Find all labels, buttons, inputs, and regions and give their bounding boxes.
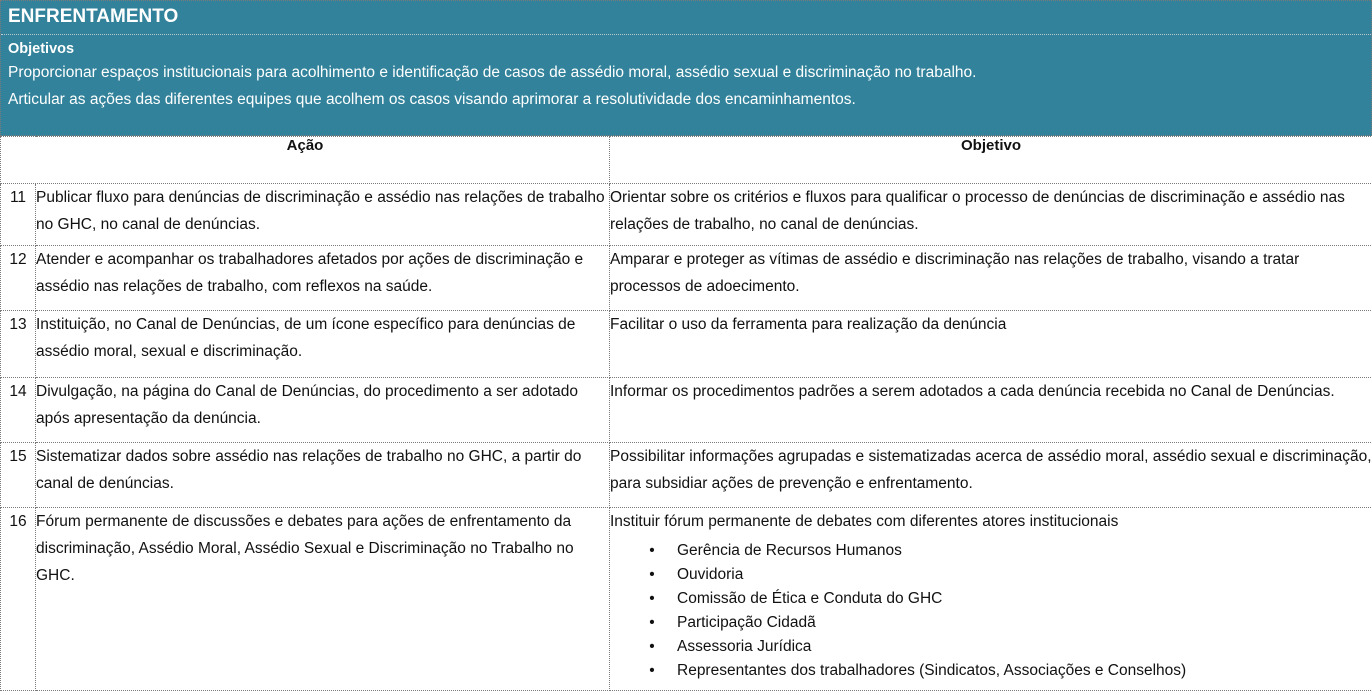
objective-line: Proporcionar espaços institucionais para acolhimento e identificação de casos de assédio moral, assédio sexual e discriminação no trabalho.: [8, 64, 977, 81]
row-number: 11: [1, 184, 36, 246]
table-row: [1, 443, 1372, 508]
list-item-label: Assessoria Jurídica: [677, 638, 812, 655]
table-row: [1, 184, 1372, 246]
objectives-block: [1, 35, 1371, 135]
list-item-label: Representantes dos trabalhadores (Sindicatos, Associações e Conselhos): [677, 662, 1187, 679]
table-row: [1, 246, 1372, 311]
row-number: 14: [1, 378, 36, 443]
objective-cell: Orientar sobre os critérios e fluxos para qualificar o processo de denúncias de discriminação e assédio nas relações de trabalho, no canal de denúncias.: [610, 184, 1372, 246]
objective-cell: Facilitar o uso da ferramenta para realização da denúncia: [610, 311, 1372, 378]
table-header-row: [1, 137, 1372, 184]
list-item-label: Participação Cidadã: [677, 614, 816, 631]
bullet-icon: •: [649, 614, 655, 631]
table-row: [1, 378, 1372, 443]
list-item: [649, 539, 1372, 563]
row-number: 12: [1, 246, 36, 311]
list-item-label: Gerência de Recursos Humanos: [677, 542, 902, 559]
objective-text: Instituir fórum permanente de debates com diferentes atores institucionais: [610, 513, 1119, 530]
bullet-icon: •: [649, 542, 655, 559]
table-row: [1, 311, 1372, 378]
list-item: [649, 635, 1372, 659]
table-row: [1, 508, 1372, 691]
list-item: [649, 563, 1372, 587]
action-cell: Fórum permanente de discussões e debates para ações de enfrentamento da discriminação, Assédio Moral, Assédio Sexual e Discriminação no Trabalho no GHC.: [36, 508, 610, 691]
row-number: 15: [1, 443, 36, 508]
objective-cell: [610, 508, 1372, 691]
list-item-label: Ouvidoria: [677, 566, 744, 583]
institutional-actors-list: [610, 539, 1372, 683]
list-item: [649, 611, 1372, 635]
column-header-objetivo: Objetivo: [610, 137, 1372, 184]
list-item-label: Comissão de Ética e Conduta do GHC: [677, 590, 943, 607]
objective-cell: Possibilitar informações agrupadas e sistematizadas acerca de assédio moral, assédio sexual e discriminação, para subsidiar ações de prevenção e enfrentamento.: [610, 443, 1372, 508]
list-item: [649, 587, 1372, 611]
objectives-heading: Objetivos: [8, 41, 75, 57]
bullet-icon: •: [649, 638, 655, 655]
bullet-icon: •: [649, 590, 655, 607]
action-cell: Instituição, no Canal de Denúncias, de um ícone específico para denúncias de assédio moral, sexual e discriminação.: [36, 311, 610, 378]
section-title: ENFRENTAMENTO: [1, 1, 1371, 35]
objective-cell: Amparar e proteger as vítimas de assédio e discriminação nas relações de trabalho, visando a tratar processos de adoecimento.: [610, 246, 1372, 311]
action-cell: Divulgação, na página do Canal de Denúncias, do procedimento a ser adotado após apresentação da denúncia.: [36, 378, 610, 443]
objective-line: Articular as ações das diferentes equipes que acolhem os casos visando aprimorar a resolutividade dos encaminhamentos.: [8, 91, 856, 108]
bullet-icon: •: [649, 566, 655, 583]
section-banner: [0, 0, 1372, 136]
row-number: 13: [1, 311, 36, 378]
action-cell: Sistematizar dados sobre assédio nas relações de trabalho no GHC, a partir do canal de denúncias.: [36, 443, 610, 508]
action-cell: Publicar fluxo para denúncias de discriminação e assédio nas relações de trabalho no GHC, no canal de denúncias.: [36, 184, 610, 246]
bullet-icon: •: [649, 662, 655, 679]
column-header-acao: Ação: [1, 137, 610, 184]
actions-table: [0, 136, 1372, 691]
objective-cell: Informar os procedimentos padrões a serem adotados a cada denúncia recebida no Canal de Denúncias.: [610, 378, 1372, 443]
action-cell: Atender e acompanhar os trabalhadores afetados por ações de discriminação e assédio nas relações de trabalho, com reflexos na saúde.: [36, 246, 610, 311]
row-number: 16: [1, 508, 36, 691]
list-item: [649, 659, 1372, 683]
